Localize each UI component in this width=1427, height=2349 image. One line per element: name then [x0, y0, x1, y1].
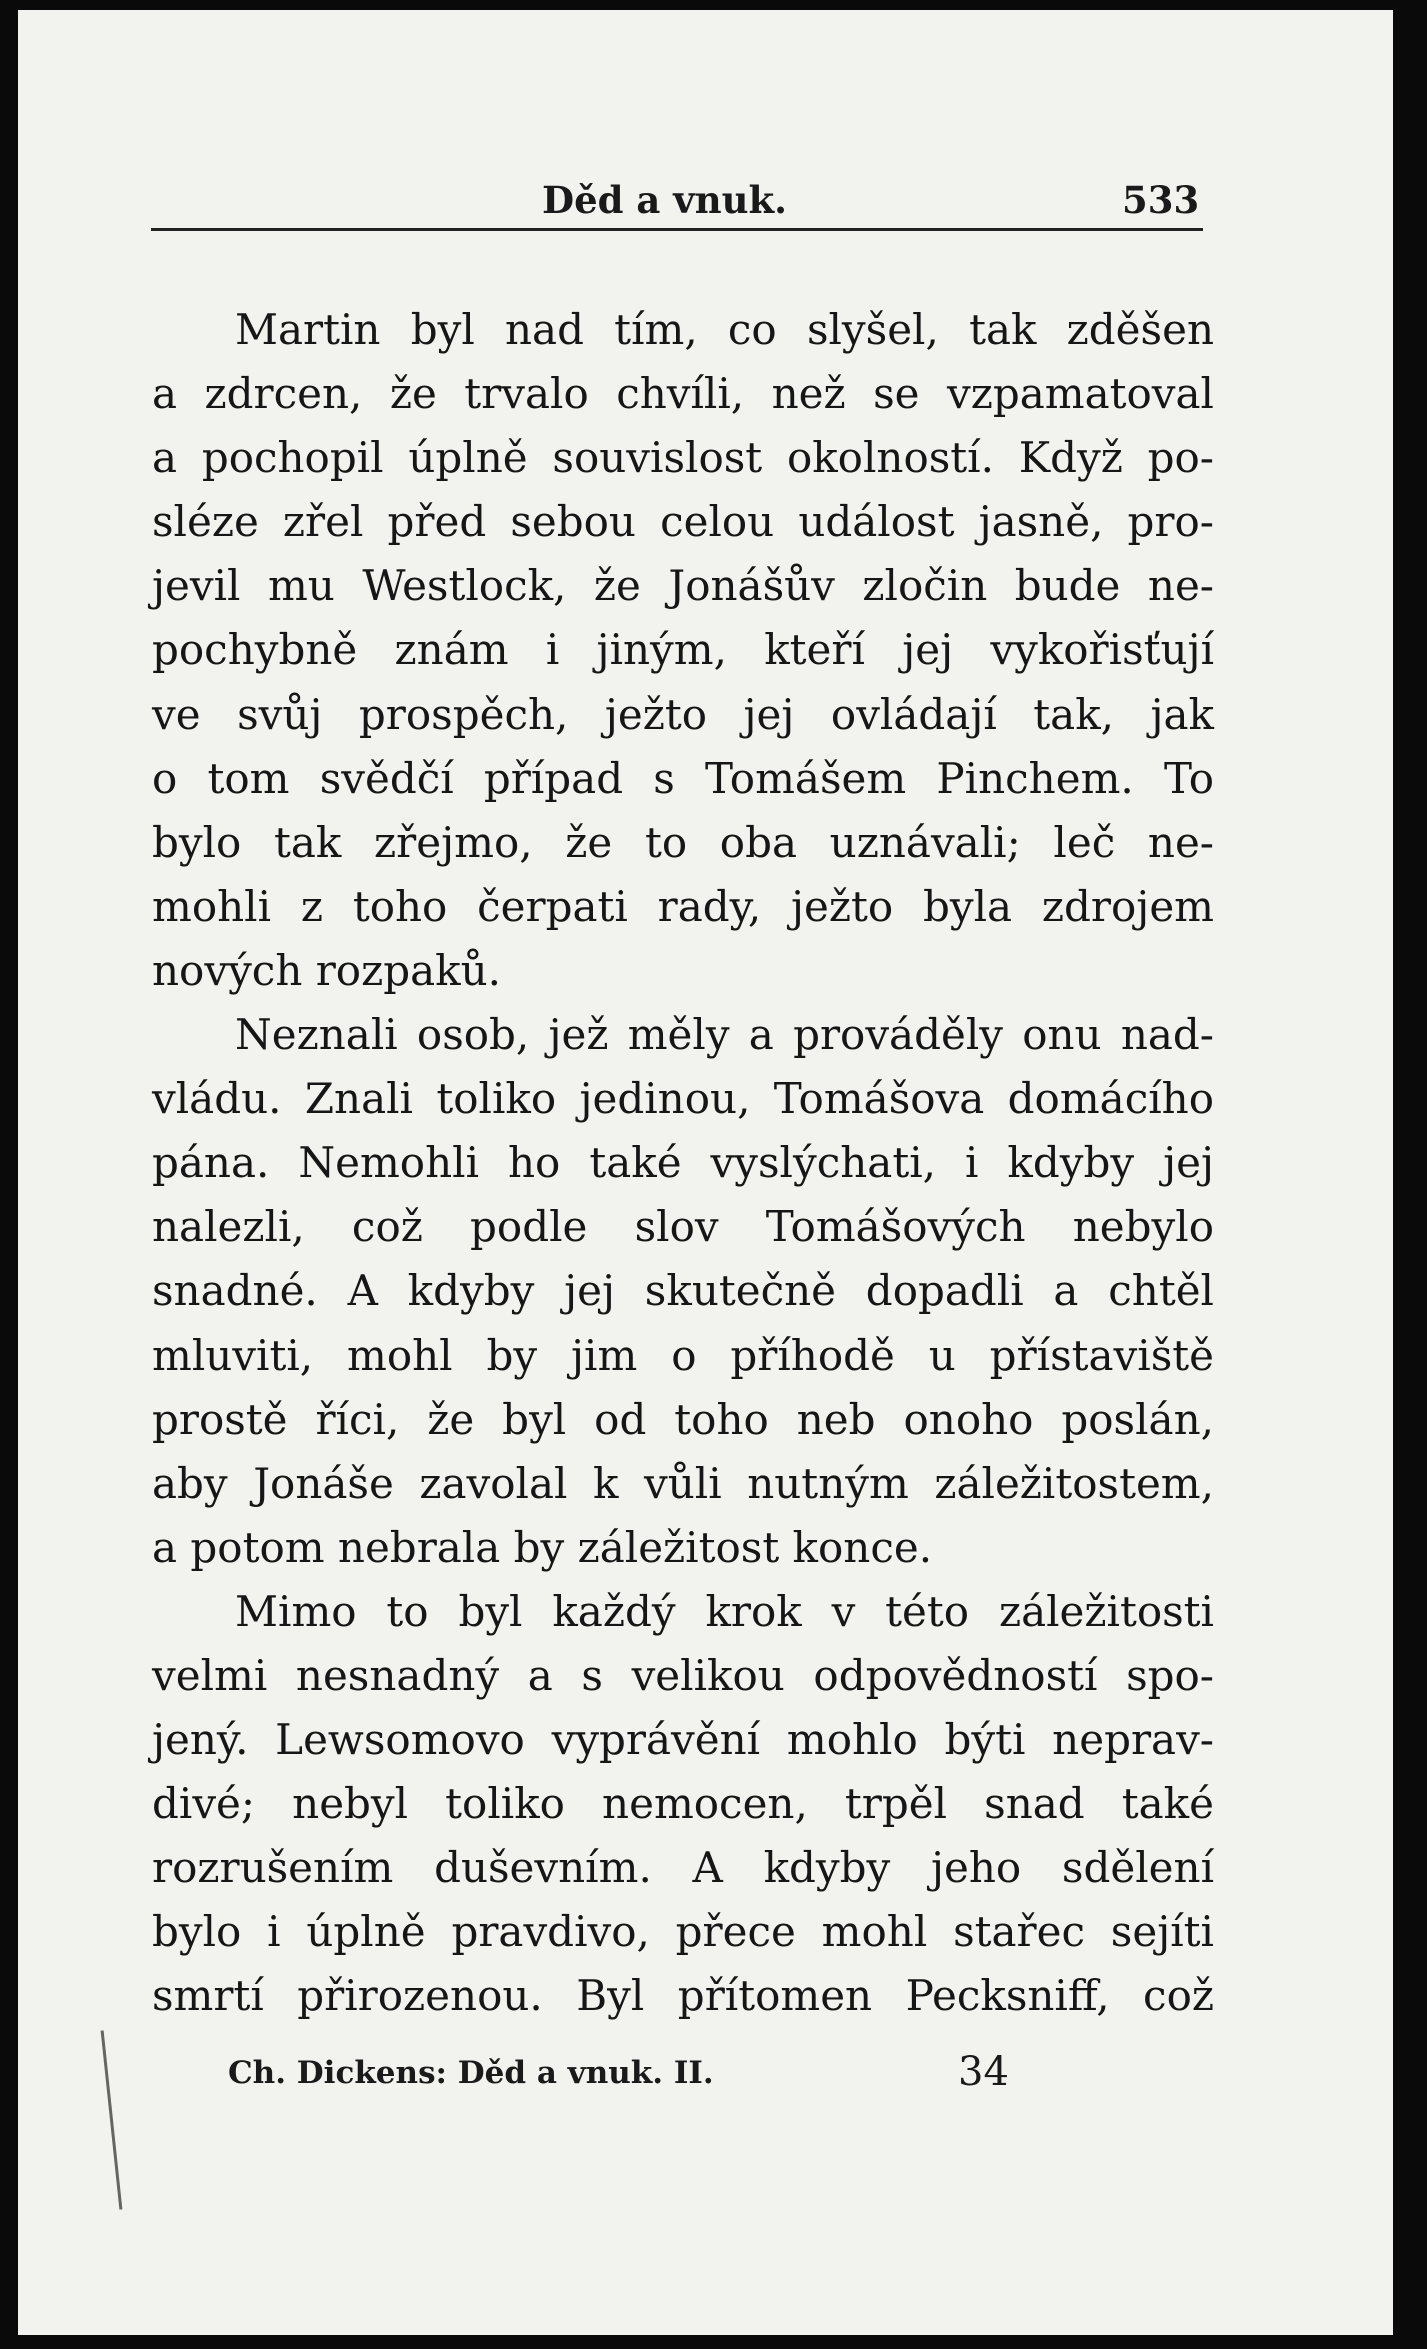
- body-text: [152, 298, 1214, 2029]
- text-line: jevil mu Westlock, že Jonášův zločin bude ne-: [152, 561, 1214, 611]
- text-line: pána. Nemohli ho také vyslýchati, i kdyby jej: [152, 1138, 1214, 1188]
- page-number: 533: [1122, 178, 1200, 222]
- sheet-number: 34: [958, 2049, 1009, 2095]
- text-line: Mimo to byl každý krok v této záležitosti: [235, 1586, 1214, 1636]
- text-line: nalezli, což podle slov Tomášových nebylo: [152, 1202, 1214, 1252]
- text-line: Neznali osob, jež měly a prováděly onu nad-: [235, 1010, 1214, 1060]
- text-line: rozrušením duševním. A kdyby jeho sdělení: [152, 1843, 1214, 1893]
- text-line: o tom svědčí případ s Tomášem Pinchem. To: [152, 753, 1214, 803]
- text-line: bylo i úplně pravdivo, přece mohl stařec sejíti: [152, 1907, 1214, 1957]
- text-line: nových rozpaků.: [152, 945, 501, 995]
- running-head: Děd a vnuk.: [542, 178, 788, 222]
- text-line: a zdrcen, že trvalo chvíli, než se vzpamatoval: [152, 369, 1214, 419]
- text-line: jený. Lewsomovo vyprávění mohlo býti neprav-: [152, 1715, 1214, 1765]
- text-line: sléze zřel před sebou celou událost jasně, pro-: [152, 497, 1214, 547]
- page-footer: [18, 2049, 1393, 2115]
- text-line: bylo tak zřejmo, že to oba uznávali; leč ne-: [152, 817, 1214, 867]
- text-line: mluviti, mohl by jim o příhodě u přístaviště: [152, 1330, 1214, 1380]
- text-line: smrtí přirozenou. Byl přítomen Pecksniff, což: [152, 1971, 1214, 2021]
- book-page: [18, 10, 1393, 2335]
- text-line: Martin byl nad tím, co slyšel, tak zděšen: [235, 305, 1214, 354]
- text-line: vládu. Znali toliko jedinou, Tomášova domácího: [152, 1074, 1214, 1124]
- text-line: mohli z toho čerpati rady, ježto byla zdrojem: [152, 881, 1214, 931]
- text-line: a pochopil úplně souvislost okolností. Když po-: [152, 433, 1214, 483]
- text-line: a potom nebrala by záležitost konce.: [152, 1522, 933, 1572]
- header-rule: [151, 228, 1203, 231]
- text-line: divé; nebyl toliko nemocen, trpěl snad také: [152, 1779, 1214, 1829]
- text-line: pochybně znám i jiným, kteří jej vykořisťují: [152, 625, 1214, 675]
- text-line: prostě říci, že byl od toho neb onoho poslán,: [152, 1394, 1214, 1444]
- signature-line: Ch. Dickens: Děd a vnuk. II.: [228, 2055, 714, 2091]
- text-line: velmi nesnadný a s velikou odpovědností spo-: [152, 1650, 1214, 1700]
- text-line: aby Jonáše zavolal k vůli nutným záležitostem,: [152, 1458, 1214, 1508]
- text-line: ve svůj prospěch, ježto jej ovládají tak, jak: [152, 689, 1214, 739]
- text-line: snadné. A kdyby jej skutečně dopadli a chtěl: [152, 1266, 1214, 1316]
